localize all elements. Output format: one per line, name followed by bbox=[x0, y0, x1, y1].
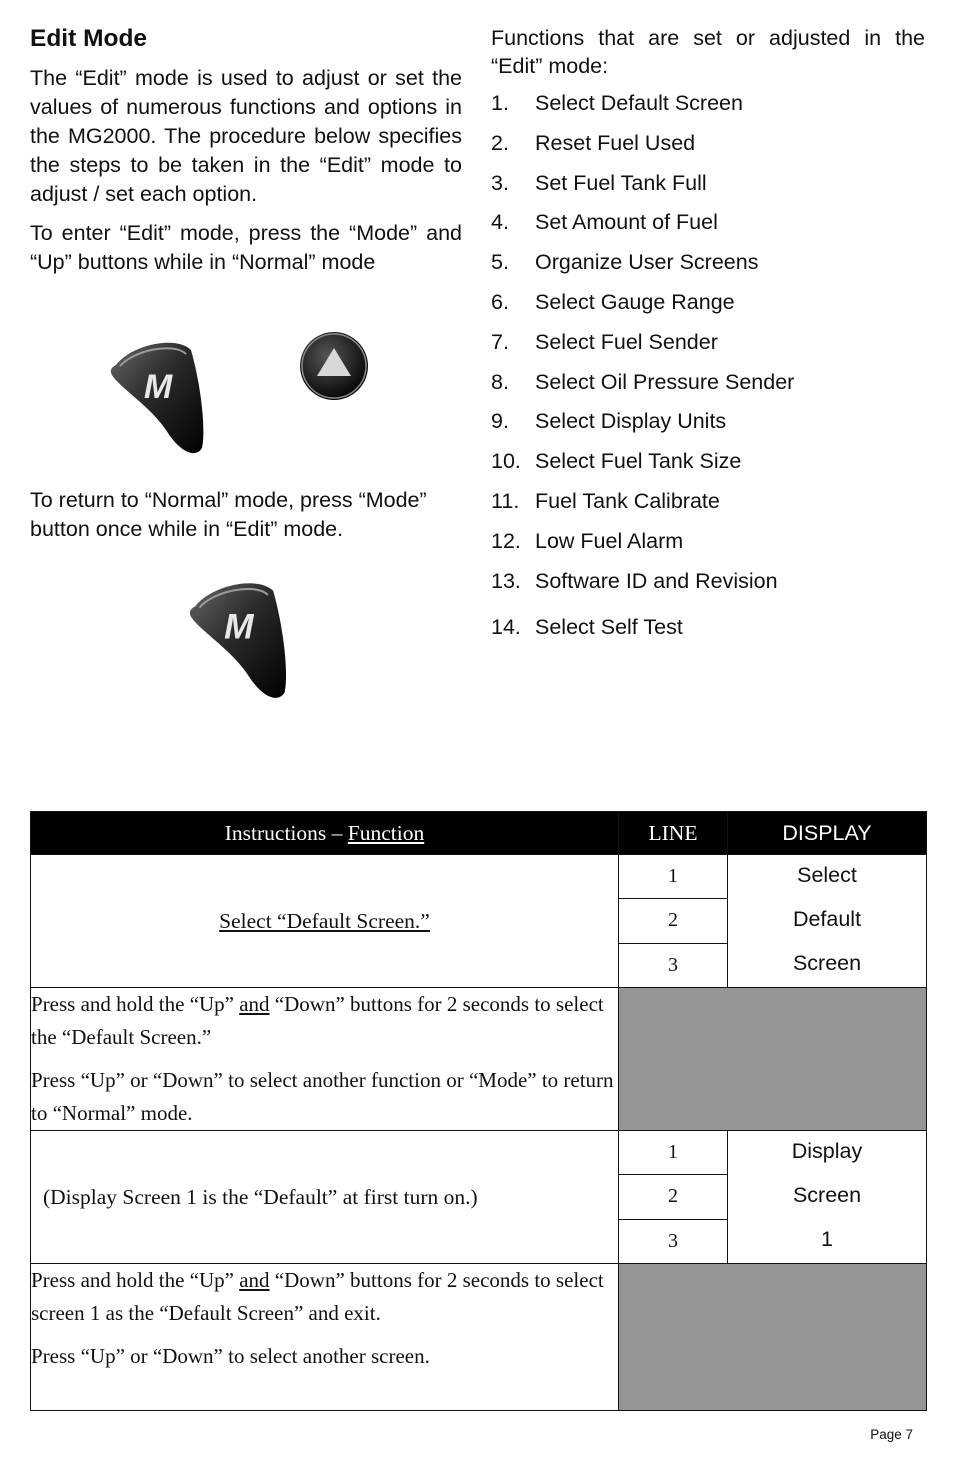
instruction-cell bbox=[31, 855, 619, 988]
instruction-text: Press and hold the “Up” and “Down” buttons for 2 seconds to select the “Default Screen.” bbox=[31, 992, 604, 1049]
display-cell bbox=[728, 1131, 927, 1264]
enter-edit-buttons bbox=[30, 330, 462, 460]
table-row bbox=[31, 1264, 927, 1411]
list-item: 3. Set Fuel Tank Full bbox=[491, 170, 707, 195]
enter-edit-instruction: To enter “Edit” mode, press the “Mode” and “Up” buttons while in “Normal” mode bbox=[30, 221, 462, 274]
mode-button-icon bbox=[182, 570, 302, 705]
instruction-text: Press “Up” or “Down” to select another screen. bbox=[31, 1344, 430, 1368]
list-item: 4. Set Amount of Fuel bbox=[491, 210, 718, 235]
page-number: Page 7 bbox=[870, 1427, 913, 1442]
table-header-row bbox=[31, 812, 927, 855]
display-line: Default bbox=[792, 907, 862, 931]
list-item: 11. Fuel Tank Calibrate bbox=[491, 488, 720, 513]
list-item: 9. Select Display Units bbox=[491, 409, 727, 434]
instruction-text: Press and hold the “Up” and “Down” buttons for 2 seconds to select screen 1 as the “Default Screen” and exit. bbox=[31, 1268, 604, 1325]
line-header: LINE bbox=[619, 812, 728, 855]
display-line: Screen bbox=[792, 951, 862, 975]
table-row bbox=[31, 988, 927, 1131]
functions-intro: Functions that are set or adjusted in the “Edit” mode: bbox=[491, 26, 925, 78]
list-item: 14. Select Self Test bbox=[491, 614, 683, 639]
display-placeholder bbox=[619, 988, 927, 1131]
return-normal-buttons bbox=[30, 570, 462, 705]
display-line: 1 bbox=[821, 1227, 833, 1251]
list-item: 12. Low Fuel Alarm bbox=[491, 528, 684, 553]
display-cell bbox=[728, 855, 927, 988]
section-title: Edit Mode bbox=[30, 25, 148, 52]
return-normal-block bbox=[30, 486, 462, 554]
right-column bbox=[491, 24, 925, 653]
up-button-icon bbox=[296, 330, 372, 406]
instructions-table bbox=[30, 811, 927, 1411]
list-item: 13. Software ID and Revision bbox=[491, 568, 778, 593]
line-number-cell: 2 bbox=[619, 1175, 728, 1219]
list-item: 2. Reset Fuel Used bbox=[491, 130, 696, 155]
functions-list bbox=[491, 90, 925, 653]
left-column bbox=[30, 24, 462, 287]
instruction-cell bbox=[31, 988, 619, 1131]
list-item: 8. Select Oil Pressure Sender bbox=[491, 369, 795, 394]
table-row bbox=[31, 855, 927, 899]
instruction-cell bbox=[31, 1264, 619, 1411]
list-item: 10. Select Fuel Tank Size bbox=[491, 449, 742, 474]
instruction-text: Press “Up” or “Down” to select another function or “Mode” to return to “Normal” mode. bbox=[31, 1068, 614, 1125]
table-row bbox=[31, 1131, 927, 1175]
instructions-header: Instructions – Function bbox=[31, 812, 619, 855]
mode-button-icon bbox=[106, 330, 216, 460]
display-line: Screen bbox=[792, 1183, 862, 1207]
line-number-cell: 2 bbox=[619, 899, 728, 943]
list-item: 1. Select Default Screen bbox=[491, 91, 743, 115]
select-default-screen-label: Select “Default Screen.” bbox=[219, 908, 430, 933]
mode-button-letter: M bbox=[224, 607, 254, 647]
edit-mode-description: The “Edit” mode is used to adjust or set the values of numerous functions and options in the MG2000. The procedure below specifies the steps to be taken in the “Edit” mode to adjust / set each option. bbox=[30, 66, 462, 206]
line-number-cell: 3 bbox=[619, 943, 728, 987]
return-normal-instruction: To return to “Normal” mode, press “Mode” button once while in “Edit” mode. bbox=[30, 488, 427, 541]
list-item: 7. Select Fuel Sender bbox=[491, 329, 718, 354]
line-number-cell: 1 bbox=[619, 1131, 728, 1175]
display-line: Select bbox=[797, 863, 857, 887]
instruction-cell: (Display Screen 1 is the “Default” at first turn on.) bbox=[31, 1131, 619, 1264]
list-item: 5. Organize User Screens bbox=[491, 250, 759, 275]
display-header: DISPLAY bbox=[728, 812, 927, 855]
list-item: 6. Select Gauge Range bbox=[491, 289, 735, 314]
mode-button-letter: M bbox=[143, 368, 173, 406]
display-line: Display bbox=[791, 1139, 863, 1163]
line-number-cell: 3 bbox=[619, 1219, 728, 1263]
line-number-cell: 1 bbox=[619, 855, 728, 899]
display-placeholder bbox=[619, 1264, 927, 1411]
